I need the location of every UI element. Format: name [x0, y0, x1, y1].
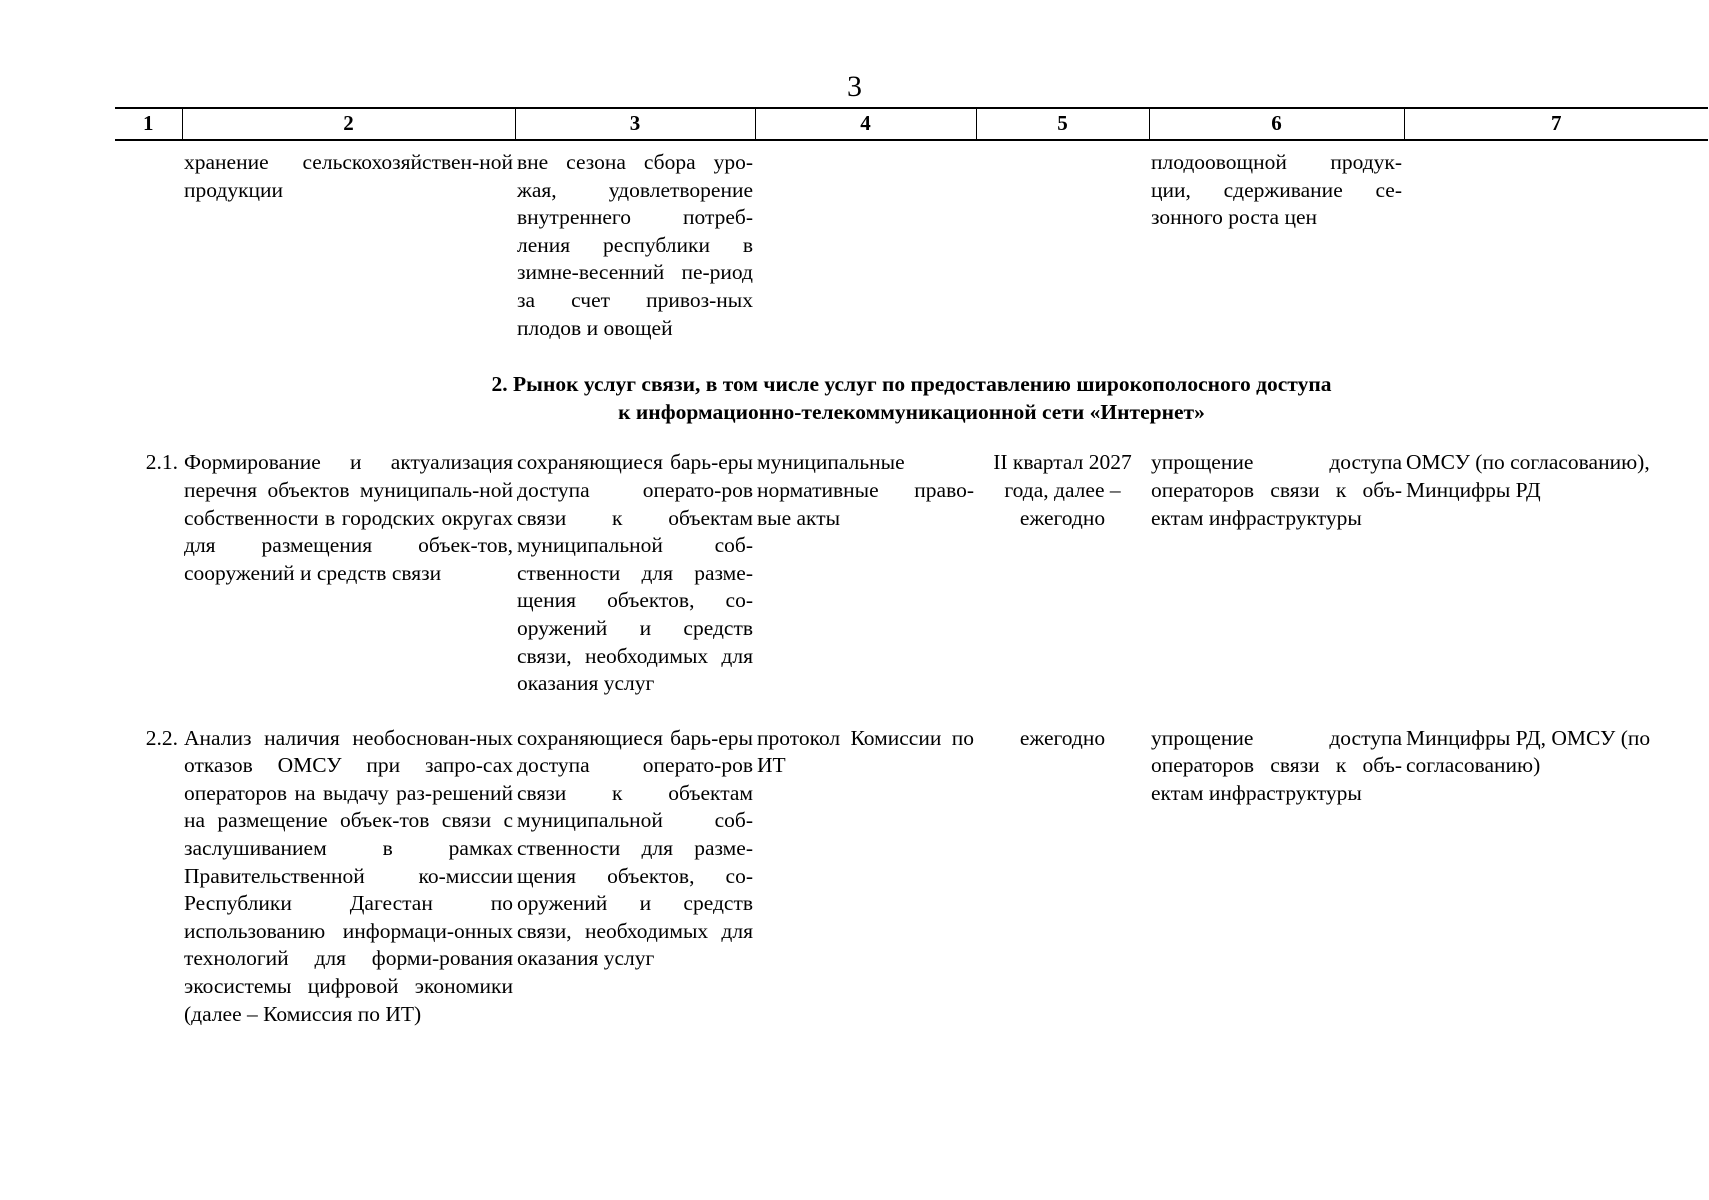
row-number: 2.2.: [145, 725, 178, 750]
section-title: [115, 371, 1708, 426]
column-header-1: 1: [115, 108, 182, 140]
table-row: [115, 725, 1708, 1029]
column-header-4: 4: [755, 108, 976, 140]
document-type: протокол Комиссии по ИТ: [757, 725, 974, 778]
measure-text: Формирование и актуализация перечня объектов муниципаль-ной собственности в городских округах для размещения объек-тов, сооружений и средств связи: [184, 450, 513, 585]
page-number: 3: [847, 70, 862, 103]
expected-result: плодоовощной продук-ции, сдерживание се-зонного роста цен: [1151, 150, 1402, 230]
expected-result: упрощение доступа операторов связи к объ-ектам инфраструктуры: [1151, 450, 1402, 530]
column-header-2: 2: [182, 108, 515, 140]
responsible: ОМСУ (по согласованию), Минцифры РД: [1406, 450, 1650, 502]
document-type: [755, 149, 976, 342]
column-header-3: 3: [515, 108, 755, 140]
section-title-line-2: к информационно-телекоммуникационной сети «Интернет»: [618, 399, 1205, 424]
measures-table: [115, 107, 1708, 1028]
section-heading-row: [115, 371, 1708, 426]
problem-text: сохраняющиеся барь-еры доступа операто-ров связи к объектам муниципальной соб-ственности для разме-щения объектов, со-оружений и средств связи, необходимых для оказания услуг: [517, 450, 753, 696]
column-number-header: [115, 108, 1708, 140]
problem-text: вне сезона сбора уро-жая, удовлетворение внутреннего потреб-ления республики в зимне-весенний пе-риод за счет привоз-ных плодов и овощей: [517, 150, 753, 340]
column-header-7: 7: [1404, 108, 1708, 140]
expected-result: упрощение доступа операторов связи к объ-ектам инфраструктуры: [1151, 725, 1402, 805]
row-number: [115, 149, 182, 342]
column-header-5: 5: [976, 108, 1149, 140]
responsible: Минцифры РД, ОМСУ (по согласованию): [1406, 725, 1651, 778]
measure-text: хранение сельскохозяйствен-ной продукции: [184, 150, 513, 202]
table-row: [115, 449, 1708, 697]
document-type: муниципальные нормативные право-вые акты: [757, 450, 974, 530]
responsible: [1404, 149, 1708, 342]
measure-text: Анализ наличия необоснован-ных отказов ОМСУ при запро-сах операторов на выдачу раз-решений на размещение объек-тов связи с заслушиванием в рамках Правительственной ко-миссии Республики Дагестан по использованию информаци-онных технологий для форми-рования экосистемы цифровой экономики (далее – Комиссия по ИТ): [184, 725, 513, 1026]
table-row-continuation: [115, 149, 1708, 342]
section-title-line-1: 2. Рынок услуг связи, в том числе услуг по предоставлению широкополосного доступа: [491, 372, 1332, 397]
deadline: ежегодно: [1019, 725, 1106, 750]
row-number: 2.1.: [145, 450, 178, 475]
problem-text: сохраняющиеся барь-еры доступа операто-ров связи к объектам муниципальной соб-ственности для разме-щения объектов, со-оружений и средств связи, необходимых для оказания услуг: [517, 725, 753, 971]
deadline: [976, 149, 1149, 342]
column-header-6: 6: [1149, 108, 1404, 140]
deadline: II квартал 2027 года, далее – ежегодно: [993, 450, 1132, 530]
